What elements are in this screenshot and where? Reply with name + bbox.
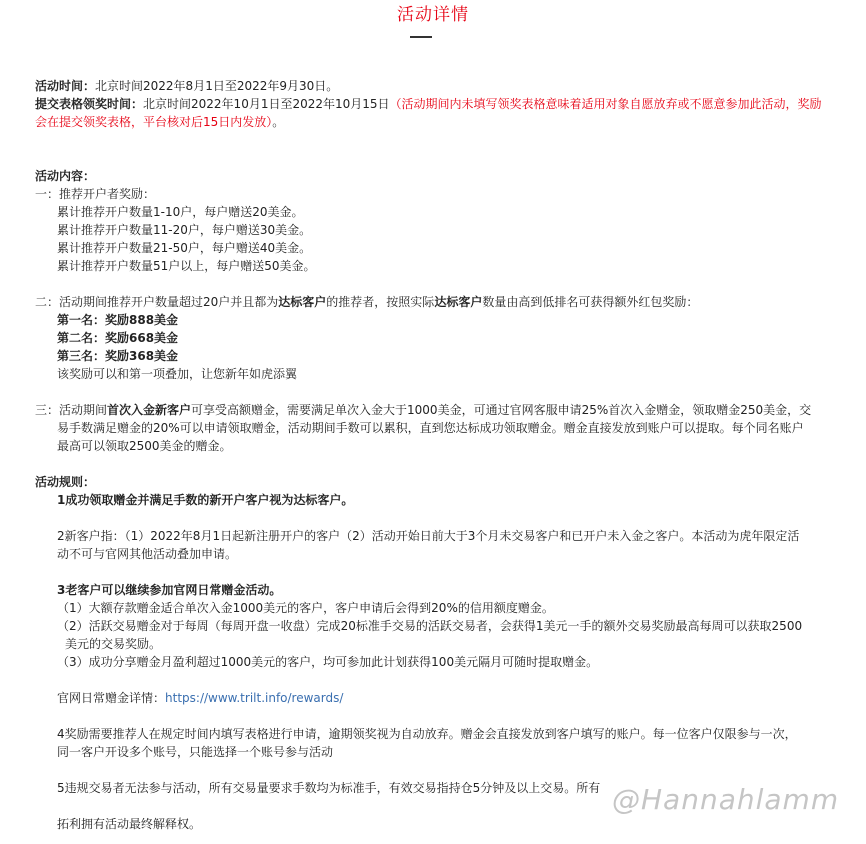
rule-1: 1成功领取赠金并满足手数的新开户客户视为达标客户。: [57, 493, 354, 507]
official-rewards-line: [57, 689, 343, 707]
official-rewards-label: 官网日常赠金详情：: [57, 691, 166, 705]
rule-3-item: （3）成功分享赠金月盈利超过1000美元的客户，均可参加此计划获得100美元隔月可随时提取赠金。: [57, 655, 599, 669]
section2-text: 二：活动期间推荐开户数量超过20户并且都为: [35, 295, 279, 309]
section3-text: 可享受高额赠金，需要满足单次入金大于1000美金，可通过官网客服申请25%首次入金赠金，领取赠金250美金，交: [191, 403, 812, 417]
section2-text: 的推荐者，按照实际: [326, 295, 435, 309]
title-divider: [410, 36, 432, 38]
rule-4-line1: 4奖励需要推荐人在规定时间内填写表格进行申请，逾期领奖视为自动放弃。赠金会直接发放到客户填写的账户。每一位客户仅限参与一次，: [57, 727, 797, 741]
section2-heading: [35, 293, 698, 311]
activity-time-line: [35, 77, 338, 95]
section1-item: 累计推荐开户数量51户以上，每户赠送50美金。: [57, 259, 316, 273]
page-title: 活动详情: [397, 5, 469, 25]
form-time-label: 提交表格领奖时间：: [35, 97, 144, 111]
final-statement: 拓利拥有活动最终解释权。: [57, 817, 202, 831]
content-heading: 活动内容：: [35, 169, 96, 183]
rank-second: 第二名：奖励668美金: [57, 331, 179, 345]
form-time-note2: 会在提交领奖表格，平台核对后15日内发放）: [35, 115, 273, 129]
rule-4-line2: 同一客户开设多个账号，只能选择一个账号参与活动: [57, 745, 334, 759]
section1-heading: 一：推荐开户者奖励：: [35, 187, 156, 201]
section3-bold: 首次入金新客户: [107, 403, 192, 417]
rule-2-line2: 动不可与官网其他活动叠加申请。: [57, 547, 238, 561]
rule-3-item: （2）活跃交易赠金对于每周（每周开盘一收盘）完成20标准手交易的活跃交易者，会获得1美元一手的额外交易奖励最高每周可以获取2500: [57, 619, 803, 633]
rule-3-heading: 3老客户可以继续参加官网日常赠金活动。: [57, 583, 282, 597]
rule-2-line1: 2新客户指：（1）2022年8月1日起新注册开户的客户（2）活动开始日前大于3个月未交易客户和已开户未入金之客户。本活动为虎年限定活: [57, 529, 800, 543]
section3-text: 三：活动期间: [35, 403, 108, 417]
section1-item: 累计推荐开户数量1-10户，每户赠送20美金。: [57, 205, 304, 219]
official-rewards-link[interactable]: https://www.trilt.info/rewards/: [165, 691, 344, 705]
section2-note: 该奖励可以和第一项叠加，让您新年如虎添翼: [57, 367, 298, 381]
rules-heading: 活动规则：: [35, 475, 96, 489]
rule-5: 5违规交易者无法参与活动，所有交易量要求手数均为标准手，有效交易指持仓5分钟及以上交易。所有: [57, 781, 601, 795]
rule-3-item: （1）大额存款赠金适合单次入金1000美元的客户，客户申请后会得到20%的信用额度赠金。: [57, 601, 554, 615]
activity-time-label: 活动时间：: [35, 79, 96, 93]
rule-3-item: 美元的交易奖励。: [65, 637, 162, 651]
section2-text: 数量由高到低排名可获得额外红包奖励：: [482, 295, 699, 309]
activity-time-value: 北京时间2022年8月1日至2022年9月30日。: [95, 79, 339, 93]
section2-bold: 达标客户: [278, 295, 327, 309]
rank-third: 第三名：奖励368美金: [57, 349, 179, 363]
section1-item: 累计推荐开户数量21-50户，每户赠送40美金。: [57, 241, 312, 255]
watermark: @Hannahlamm: [612, 783, 840, 816]
form-time-value: 北京时间2022年10月1日至2022年10月15日: [143, 97, 390, 111]
section3-line2: 易手数满足赠金的20%可以申请领取赠金，活动期间手数可以累积，直到您达标成功领取赠金。赠金直接发放到账户可以提取。每个同名账户: [57, 421, 804, 435]
form-time-line: [35, 95, 822, 113]
rank-first: 第一名：奖励888美金: [57, 313, 179, 327]
form-time-end: 。: [272, 115, 285, 129]
form-time-note: （活动期间内未填写领奖表格意味着适用对象自愿放弃或不愿意参加此活动，奖励: [389, 97, 822, 111]
section3-line1: [35, 401, 811, 419]
section3-line3: 最高可以领取2500美金的赠金。: [57, 439, 232, 453]
section2-bold: 达标客户: [434, 295, 483, 309]
section1-item: 累计推荐开户数量11-20户，每户赠送30美金。: [57, 223, 312, 237]
form-time-line2: [35, 113, 284, 131]
